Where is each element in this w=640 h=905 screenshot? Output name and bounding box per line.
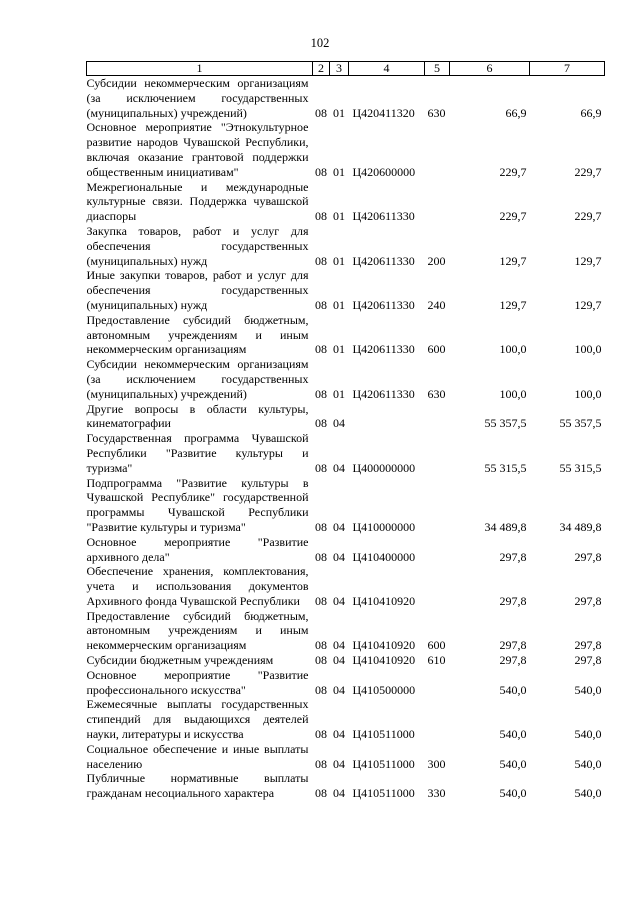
table-row [87, 76, 605, 121]
subsection-code: 04 [333, 727, 345, 742]
header-col-1: 1 [87, 62, 313, 76]
item-name: Ежемесячные выплаты государственных стипендий для выдающихся деятелей науки, литературы и искусства [86, 697, 309, 742]
amount-col-6: 100,0 [499, 386, 527, 401]
amount-col-7: 100,0 [574, 386, 602, 401]
amount-col-6: 297,8 [499, 593, 527, 608]
expense-type-code: 200 [427, 253, 446, 268]
amount-col-7: 100,0 [574, 342, 602, 357]
header-col-2: 2 [313, 62, 330, 76]
item-name: Публичные нормативные выплаты гражданам несоциального характера [86, 771, 309, 801]
target-article-code: Ц410000000 [352, 519, 416, 534]
amount-col-7: 297,8 [574, 593, 602, 608]
item-name: Предоставление субсидий бюджетным, автономным учреждениям и иным некоммерческим организациям [86, 608, 309, 653]
section-code: 08 [315, 342, 327, 357]
expense-type-code [425, 668, 450, 698]
section-code: 08 [315, 460, 327, 475]
item-name: Закупка товаров, работ и услуг для обеспечения государственных (муниципальных) нужд [86, 223, 309, 268]
table-row [87, 564, 605, 608]
amount-col-7: 129,7 [574, 297, 602, 312]
amount-col-6: 540,0 [499, 786, 527, 801]
amount-col-6: 129,7 [499, 253, 527, 268]
header-col-7: 7 [530, 62, 605, 76]
header-col-5: 5 [425, 62, 450, 76]
item-name: Предоставление субсидий бюджетным, автономным учреждениям и иным некоммерческим организациям [86, 312, 309, 357]
subsection-code: 04 [333, 682, 345, 697]
item-name: Иные закупки товаров, работ и услуг для обеспечения государственных (муниципальных) нужд [86, 268, 309, 312]
table-header [87, 62, 605, 76]
target-article-code: Ц410410920 [352, 638, 416, 653]
table-row [87, 224, 605, 268]
target-article-code: Ц420611330 [352, 253, 415, 268]
amount-col-6: 540,0 [499, 682, 527, 697]
amount-col-7: 297,8 [574, 549, 602, 564]
subsection-code: 04 [333, 786, 345, 801]
section-code: 08 [315, 386, 327, 401]
table-row [87, 268, 605, 312]
expense-type-code: 600 [427, 638, 446, 653]
expense-type-code [425, 697, 450, 741]
subsection-code: 01 [333, 253, 345, 268]
section-code: 08 [315, 593, 327, 608]
amount-col-6: 55 315,5 [484, 460, 527, 475]
amount-col-7: 540,0 [574, 786, 602, 801]
expense-type-code [425, 564, 450, 608]
amount-col-6: 540,0 [499, 756, 527, 771]
expense-type-code [425, 535, 450, 565]
table-row [87, 180, 605, 224]
item-name: Социальное обеспечение и иные выплаты населению [86, 741, 309, 771]
amount-col-6: 297,8 [499, 653, 527, 668]
table-row [87, 697, 605, 741]
section-code: 08 [315, 253, 327, 268]
amount-col-7: 229,7 [574, 209, 602, 224]
target-article-code [349, 402, 425, 432]
target-article-code: Ц420611330 [352, 297, 415, 312]
section-code: 08 [315, 756, 327, 771]
header-col-3: 3 [330, 62, 349, 76]
page-number: 102 [310, 36, 330, 50]
amount-col-6: 55 357,5 [484, 416, 527, 431]
amount-col-7: 540,0 [574, 727, 602, 742]
section-code: 08 [315, 638, 327, 653]
section-code: 08 [315, 297, 327, 312]
amount-col-6: 229,7 [499, 164, 527, 179]
subsection-code: 01 [333, 386, 345, 401]
expense-type-code: 630 [427, 105, 446, 120]
subsection-code: 01 [333, 105, 345, 120]
header-row [87, 62, 605, 76]
table-row [87, 609, 605, 653]
subsection-code: 04 [333, 549, 345, 564]
target-article-code: Ц410511000 [352, 786, 415, 801]
item-name: Другие вопросы в области культуры, кинематографии [86, 401, 309, 431]
amount-col-7: 55 315,5 [559, 460, 602, 475]
subsection-code: 01 [333, 164, 345, 179]
item-name: Основное мероприятие "Развитие архивного дела" [86, 534, 309, 564]
section-code: 08 [315, 416, 327, 431]
amount-col-6: 66,9 [505, 105, 527, 120]
subsection-code: 04 [333, 756, 345, 771]
target-article-code: Ц420611330 [352, 386, 415, 401]
target-article-code: Ц410410920 [352, 653, 416, 668]
section-code: 08 [315, 549, 327, 564]
expense-type-code [425, 120, 450, 179]
item-name: Субсидии некоммерческим организациям (за исключением государственных (муниципальных) учреждений) [86, 357, 309, 401]
subsection-code: 01 [333, 342, 345, 357]
table-body [87, 76, 605, 802]
target-article-code: Ц400000000 [352, 460, 416, 475]
amount-col-6: 229,7 [499, 209, 527, 224]
budget-table [86, 61, 605, 801]
expense-type-code: 630 [427, 386, 446, 401]
target-article-code: Ц410511000 [352, 727, 415, 742]
table-row [87, 402, 605, 432]
item-name: Субсидии некоммерческим организациям (за исключением государственных (муниципальных) учреждений) [86, 76, 309, 120]
amount-col-6: 100,0 [499, 342, 527, 357]
subsection-code: 04 [333, 519, 345, 534]
amount-col-7: 297,8 [574, 653, 602, 668]
table-row [87, 357, 605, 401]
section-code: 08 [315, 786, 327, 801]
amount-col-6: 129,7 [499, 297, 527, 312]
table-row [87, 742, 605, 772]
target-article-code: Ц420600000 [352, 164, 416, 179]
amount-col-6: 297,8 [499, 638, 527, 653]
amount-col-6: 34 489,8 [484, 519, 527, 534]
section-code: 08 [315, 653, 327, 668]
section-code: 08 [315, 727, 327, 742]
subsection-code: 01 [333, 297, 345, 312]
amount-col-7: 297,8 [574, 638, 602, 653]
amount-col-7: 66,9 [580, 105, 602, 120]
expense-type-code [425, 402, 450, 432]
table-row [87, 313, 605, 357]
item-name: Основное мероприятие "Этнокультурное развитие народов Чувашской Республики, включая оказание грантовой поддержки общественным инициативам" [86, 120, 309, 179]
target-article-code: Ц410511000 [352, 756, 415, 771]
expense-type-code: 610 [427, 653, 446, 668]
expense-type-code [425, 476, 450, 535]
amount-col-6: 297,8 [499, 549, 527, 564]
table-row [87, 120, 605, 179]
subsection-code: 04 [333, 416, 345, 431]
item-name: Государственная программа Чувашской Республики "Развитие культуры и туризма" [86, 431, 309, 475]
expense-type-code: 300 [427, 756, 446, 771]
section-code: 08 [315, 164, 327, 179]
item-name: Межрегиональные и международные культурные связи. Поддержка чувашской диаспоры [86, 179, 309, 224]
amount-col-7: 55 357,5 [559, 416, 602, 431]
amount-col-6: 540,0 [499, 727, 527, 742]
subsection-code: 04 [333, 638, 345, 653]
header-col-6: 6 [450, 62, 530, 76]
expense-type-code: 240 [427, 297, 446, 312]
target-article-code: Ц410400000 [352, 549, 416, 564]
section-code: 08 [315, 519, 327, 534]
subsection-code: 01 [333, 209, 345, 224]
target-article-code: Ц420611330 [352, 209, 415, 224]
section-code: 08 [315, 105, 327, 120]
item-name: Субсидии бюджетным учреждениям [86, 653, 274, 668]
amount-col-7: 129,7 [574, 253, 602, 268]
table-row [87, 476, 605, 535]
table-row [87, 653, 605, 668]
amount-col-7: 34 489,8 [559, 519, 602, 534]
amount-col-7: 540,0 [574, 756, 602, 771]
expense-type-code: 330 [427, 786, 446, 801]
section-code: 08 [315, 209, 327, 224]
table-row [87, 771, 605, 801]
header-col-4: 4 [349, 62, 425, 76]
amount-col-7: 229,7 [574, 164, 602, 179]
target-article-code: Ц410410920 [352, 593, 416, 608]
item-name: Обеспечение хранения, комплектования, учета и использования документов Архивного фонда Чувашской Республики [86, 564, 309, 608]
table-row [87, 535, 605, 565]
expense-type-code: 600 [427, 342, 446, 357]
table-row [87, 431, 605, 475]
target-article-code: Ц410500000 [352, 682, 416, 697]
expense-type-code [425, 180, 450, 224]
table-row [87, 668, 605, 698]
target-article-code: Ц420411320 [352, 105, 415, 120]
item-name: Основное мероприятие "Развитие профессионального искусства" [86, 667, 309, 697]
section-code: 08 [315, 682, 327, 697]
expense-type-code [425, 431, 450, 475]
subsection-code: 04 [333, 593, 345, 608]
target-article-code: Ц420611330 [352, 342, 415, 357]
item-name: Подпрограмма "Развитие культуры в Чувашской Республике" государственной программы Чувашской Республики "Развитие культуры и туризма" [86, 475, 309, 534]
subsection-code: 04 [333, 653, 345, 668]
amount-col-7: 540,0 [574, 682, 602, 697]
subsection-code: 04 [333, 460, 345, 475]
